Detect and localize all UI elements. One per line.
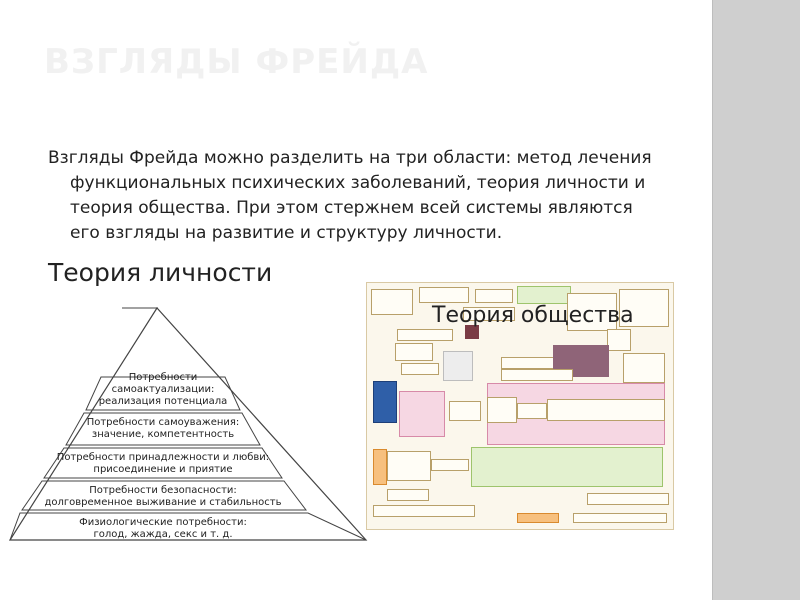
diagram-box: [517, 403, 547, 419]
diagram-box: [471, 447, 663, 487]
tier-label-love: Потребности принадлежности и любви: присоединение и приятие: [56, 452, 270, 475]
tier-label-physiological: Физиологические потребности: голод, жажда, секс и т. д.: [79, 517, 247, 540]
diagram-box: [401, 363, 439, 375]
diagram-box: [395, 343, 433, 361]
diagram-box: [623, 353, 665, 383]
diagram-box: [517, 513, 559, 523]
intro-paragraph: [48, 146, 688, 246]
diagram-box: [573, 513, 667, 523]
diagram-box: [587, 493, 669, 505]
diagram-box: [373, 505, 475, 517]
society-theory-heading: Теория общества: [432, 303, 634, 328]
paragraph-line-1: Взгляды Фрейда можно разделить на три области: метод лечения: [48, 148, 652, 168]
diagram-box: [387, 489, 429, 501]
diagram-box: [373, 449, 387, 485]
tier-label-esteem: Потребности самоуважения: значение, компетентность: [86, 417, 240, 440]
paragraph-line-2: функциональных психических заболеваний, теория личности и: [70, 173, 646, 193]
diagram-box: [547, 399, 665, 421]
diagram-box: [387, 451, 431, 481]
diagram-box: [431, 459, 469, 471]
tier-label-safety: Потребности безопасности: долговременное выживание и стабильность: [44, 485, 282, 508]
diagram-box: [399, 391, 445, 437]
diagram-box: [517, 286, 571, 304]
diagram-box: [397, 329, 453, 341]
slide-title: ВЗГЛЯДЫ ФРЕЙДА: [44, 42, 429, 82]
diagram-box: [475, 289, 513, 303]
paragraph-line-4: его взгляды на развитие и структуру личности.: [70, 223, 503, 243]
diagram-box: [373, 381, 397, 423]
diagram-box: [419, 287, 469, 303]
personality-theory-heading: Теория личности: [48, 258, 273, 287]
paragraph-line-3: теория общества. При этом стержнем всей системы являются: [70, 198, 633, 218]
diagram-box: [487, 397, 517, 423]
maslow-pyramid: [8, 306, 370, 551]
diagram-box: [607, 329, 631, 351]
diagram-box: [501, 369, 573, 381]
diagram-box: [449, 401, 481, 421]
diagram-box: [371, 289, 413, 315]
diagram-box: [443, 351, 473, 381]
right-decorative-bar: [712, 0, 800, 600]
tier-label-self-actualization: Потребности самоактуализации: реализация потенциала: [98, 372, 228, 407]
